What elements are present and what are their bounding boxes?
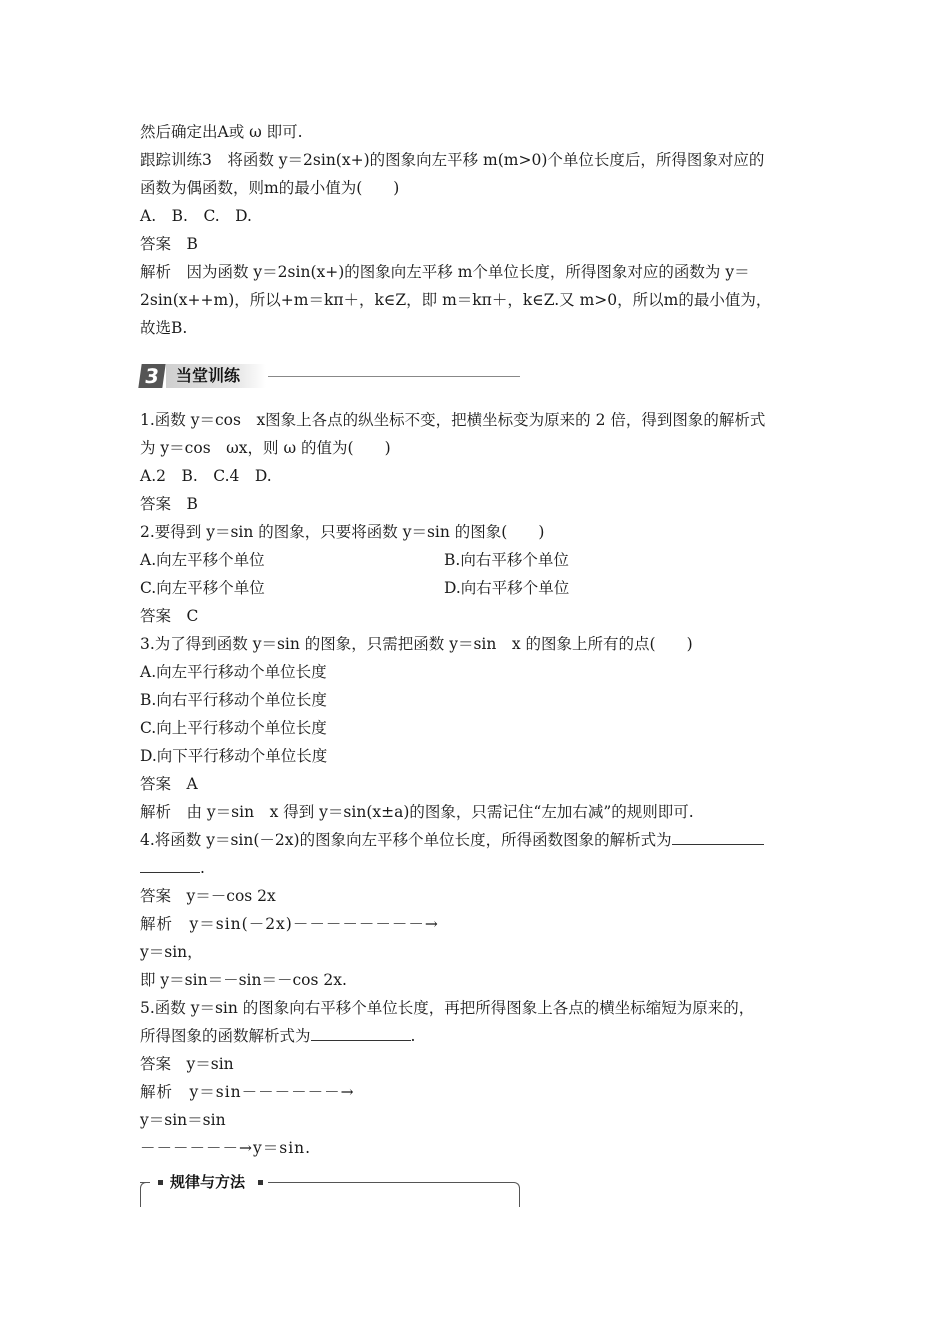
box-corner-left <box>140 1182 147 1207</box>
method-box-title: 规律与方法 <box>170 1173 246 1191</box>
fill-blank <box>140 856 200 873</box>
option-c: C.向上平行移动个单位长度 <box>140 719 327 737</box>
analysis-line: －－－－－－→y＝sin. <box>140 1139 312 1157</box>
square-bullet-icon <box>158 1180 163 1185</box>
analysis-line: 解析 y＝sin－－－－－－→ <box>140 1083 355 1101</box>
section-number: 3 <box>138 364 165 388</box>
text-line: A. B. C. D. <box>140 207 252 225</box>
fill-blank <box>311 1024 411 1041</box>
section-title: 当堂训练 <box>176 366 241 385</box>
question-stem-text: 所得图象的函数解析式为 <box>140 1027 311 1045</box>
analysis-line: 解析 因为函数 y＝2sin(x+)的图象向左平移 m个单位长度，所得图象对应的函数为 y＝ <box>140 263 750 281</box>
option-a: A.向左平移个单位 <box>140 551 265 569</box>
answer-line: 答案 B <box>140 235 198 253</box>
analysis-line: y＝sin， <box>140 943 203 961</box>
analysis-line: 解析 由 y＝sin x 得到 y＝sin(x±a)的图象，只需记住“左加右减”的规则即可. <box>140 803 694 821</box>
section-rule <box>268 376 520 377</box>
question-1 <box>140 406 812 518</box>
box-corner-right <box>513 1182 520 1207</box>
question-stem: 3.为了得到函数 y＝sin 的图象，只需把函数 y＝sin x 的图象上所有的点( ) <box>140 635 693 653</box>
option-d: D.向右平移个单位 <box>444 579 570 597</box>
answer-line: 答案 B <box>140 495 198 513</box>
analysis-line: 解析 y＝sin(－2x)－－－－－－－－→ <box>140 915 439 933</box>
section-header <box>140 362 812 392</box>
question-stem: 为 y＝cos ωx，则 ω 的值为( ) <box>140 439 391 457</box>
option-c: C.向左平移个单位 <box>140 579 265 597</box>
question-2 <box>140 518 812 630</box>
practice-3-block <box>140 118 812 342</box>
analysis-line: 即 y＝sin＝－sin＝－cos 2x. <box>140 971 347 989</box>
question-4 <box>140 826 812 994</box>
fill-blank <box>672 828 764 845</box>
question-3 <box>140 630 812 826</box>
option-a: A.向左平行移动个单位长度 <box>140 663 327 681</box>
text-line: 跟踪训练3 将函数 y＝2sin(x+)的图象向左平移 m(m>0)个单位长度后，所得图象对应的 <box>140 151 765 169</box>
analysis-line: 2sin(x++m)，所以+m＝kπ＋，k∈Z，即 m＝kπ＋，k∈Z.又 m>0，所以m的最小值为， <box>140 291 772 309</box>
question-stem: 2.要得到 y＝sin 的图象，只要将函数 y＝sin 的图象( ) <box>140 523 545 541</box>
answer-line: 答案 C <box>140 607 199 625</box>
options-row <box>140 574 812 602</box>
document-page <box>140 118 812 1162</box>
analysis-line: y＝sin＝sin <box>140 1111 226 1129</box>
question-options: A.2 B. C.4 D. <box>140 467 272 485</box>
square-bullet-icon <box>258 1180 263 1185</box>
analysis-line: 故选B. <box>140 319 188 337</box>
method-box-header <box>140 1172 520 1212</box>
box-rule-right <box>268 1182 514 1183</box>
question-stem <box>140 1022 812 1050</box>
question-stem <box>140 826 812 854</box>
answer-line: 答案 y＝sin <box>140 1055 234 1073</box>
option-b: B.向右平移个单位 <box>444 551 569 569</box>
text-line: 函数为偶函数，则m的最小值为( ) <box>140 179 400 197</box>
options-row <box>140 546 812 574</box>
stem-end: . <box>200 859 205 877</box>
question-stem <box>140 854 812 882</box>
option-b: B.向右平行移动个单位长度 <box>140 691 327 709</box>
question-stem: 1.函数 y＝cos x图象上各点的纵坐标不变，把横坐标变为原来的 2 倍，得到图象的解析式 <box>140 411 766 429</box>
box-rule-left <box>140 1182 150 1183</box>
answer-line: 答案 y＝－cos 2x <box>140 887 276 905</box>
answer-line: 答案 A <box>140 775 198 793</box>
question-stem: 5.函数 y＝sin 的图象向右平移个单位长度，再把所得图象上各点的横坐标缩短为原来的， <box>140 999 755 1017</box>
question-stem-text: 4.将函数 y＝sin(－2x)的图象向左平移个单位长度，所得函数图象的解析式为 <box>140 831 672 849</box>
stem-end: . <box>410 1027 416 1045</box>
text-line: 然后确定出A或 ω 即可. <box>140 123 303 141</box>
option-d: D.向下平行移动个单位长度 <box>140 747 328 765</box>
question-5 <box>140 994 812 1162</box>
